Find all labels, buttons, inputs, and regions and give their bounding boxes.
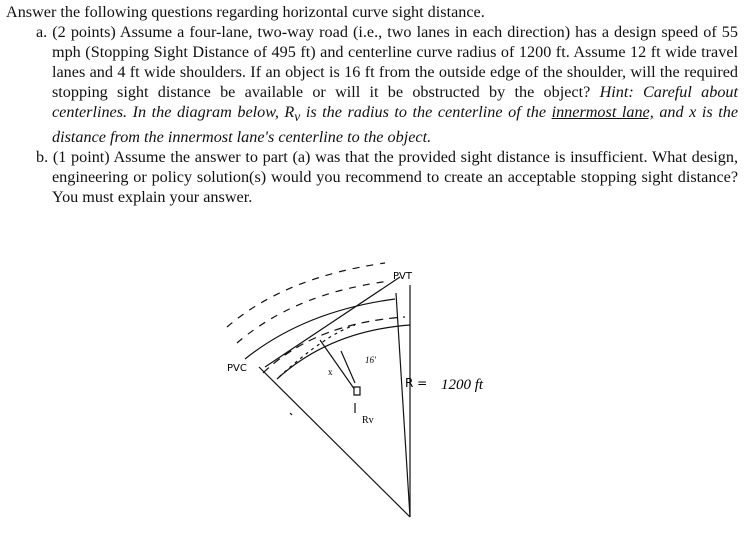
radius-value: 1200 ft	[441, 377, 484, 393]
part-a-main: a. (2 points) Assume a four-lane, two-way road (i.e., two lanes in each direction) has a design speed of 55 mph (Stopping Sight Distance of 495 ft) and centerline curve radius of 1200 ft. Assume 12 ft wide travel lanes and 4 ft wide shoulders. If an object is 16 ft from the outside edge of the shoulder, will the required stopping sight distance be available or will it be obstructed by the object?	[36, 23, 738, 101]
hint-text-1: Hint: Careful about centerlines. In the diagram below, R	[52, 83, 739, 121]
question-text	[6, 2, 738, 207]
radius-line-to-pvc	[259, 367, 410, 517]
hint-subscript: v	[294, 109, 301, 125]
x-dimension-line	[320, 340, 355, 390]
curve-diagram	[215, 255, 525, 530]
hint-text-3: and x is the distance from the innermost lane's centerline to the object.	[52, 103, 739, 147]
pvc-label: PVC	[227, 363, 247, 374]
road-edge-line-3	[277, 325, 410, 379]
curve-diagram-svg	[215, 255, 525, 530]
offset-dimension-line	[341, 351, 355, 383]
part-b: b. (1 point) Assume the answer to part (a) was that the provided sight distance is insufficient. What design, engineering or policy solution(s) would you recommend to create an acceptable stopping sight distance? You must explain your answer.	[36, 148, 738, 207]
radius-label: R =	[405, 376, 428, 390]
hint-text-2: is the radius to the centerline of the	[300, 103, 552, 121]
object-marker	[354, 387, 360, 395]
outer-lane-dashed-line-2	[237, 281, 390, 343]
question-title: Answer the following questions regarding horizontal curve sight distance.	[6, 3, 485, 21]
rv-label: Rv	[362, 415, 374, 426]
offset-label: 16'	[365, 355, 376, 365]
outer-lane-dashed-line	[227, 263, 385, 327]
road-edge-line	[245, 299, 395, 359]
radius-line-right	[396, 293, 410, 517]
pvt-label: PVT	[393, 271, 412, 282]
part-a	[6, 22, 738, 147]
road-edge-line-2	[263, 317, 405, 373]
x-label: x	[328, 367, 333, 377]
hint-underlined: innermost lane,	[551, 103, 654, 121]
radius-line-left	[290, 413, 292, 415]
sight-line	[265, 277, 400, 367]
